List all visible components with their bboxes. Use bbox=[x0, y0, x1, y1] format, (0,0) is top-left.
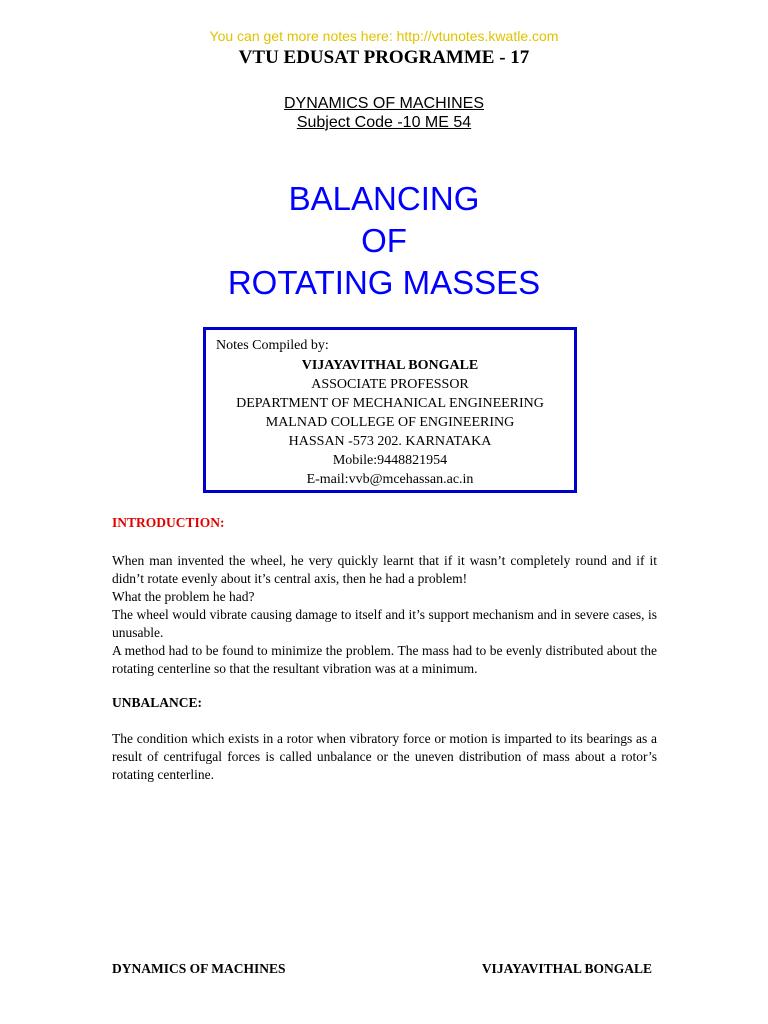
unbalance-heading: UNBALANCE: bbox=[112, 695, 203, 710]
author-college: MALNAD COLLEGE OF ENGINEERING bbox=[265, 415, 515, 430]
subject-name: DYNAMICS OF MACHINES bbox=[283, 95, 484, 112]
footer-subject: DYNAMICS OF MACHINES bbox=[112, 961, 286, 976]
unbalance-paragraph-1: The condition which exists in a rotor when vibratory force or motion is imparted to its bearings as a result of centrifugal forces is called unbalance or the uneven distribution of mass about a rotor’s rotating centerline. bbox=[112, 731, 657, 782]
introduction-heading: INTRODUCTION: bbox=[112, 515, 225, 530]
author-name: VIJAYAVITHAL BONGALE bbox=[301, 358, 479, 373]
title-line-3: ROTATING MASSES bbox=[227, 264, 541, 301]
compiled-by-details bbox=[206, 356, 574, 489]
author-address: HASSAN -573 202. KARNATAKA bbox=[288, 434, 492, 449]
subject-code: Subject Code -10 ME 54 bbox=[296, 114, 472, 131]
title-line-2: OF bbox=[361, 222, 407, 259]
compiled-by-label: Notes Compiled by: bbox=[216, 338, 329, 353]
unbalance-body bbox=[112, 730, 657, 784]
author-department: DEPARTMENT OF MECHANICAL ENGINEERING bbox=[236, 396, 544, 411]
intro-paragraph-1: When man invented the wheel, he very quickly learnt that if it wasn’t completely round and if it didn’t rotate evenly about it’s central axis, then he had a problem! bbox=[112, 553, 657, 586]
programme-title: VTU EDUSAT PROGRAMME - 17 bbox=[238, 47, 530, 68]
intro-paragraph-4: A method had to be found to minimize the problem. The mass had to be evenly distributed about the rotating centerline so that the resultant vibration was at a minimum. bbox=[112, 643, 657, 676]
author-designation: ASSOCIATE PROFESSOR bbox=[311, 377, 469, 392]
footer-author: VIJAYAVITHAL BONGALE bbox=[481, 961, 652, 976]
intro-paragraph-3: The wheel would vibrate causing damage to itself and it’s support mechanism and in severe cases, is unusable. bbox=[112, 607, 657, 640]
author-email: E-mail:vvb@mcehassan.ac.in bbox=[306, 472, 474, 487]
intro-paragraph-2: What the problem he had? bbox=[112, 589, 255, 604]
introduction-body bbox=[112, 552, 657, 678]
notes-link[interactable]: You can get more notes here: http://vtunotes.kwatle.com bbox=[209, 28, 559, 44]
document-title bbox=[0, 178, 768, 304]
subject-block bbox=[0, 94, 768, 132]
compiled-by-box bbox=[203, 327, 577, 493]
title-line-1: BALANCING bbox=[288, 180, 480, 217]
author-mobile: Mobile:9448821954 bbox=[332, 453, 448, 468]
